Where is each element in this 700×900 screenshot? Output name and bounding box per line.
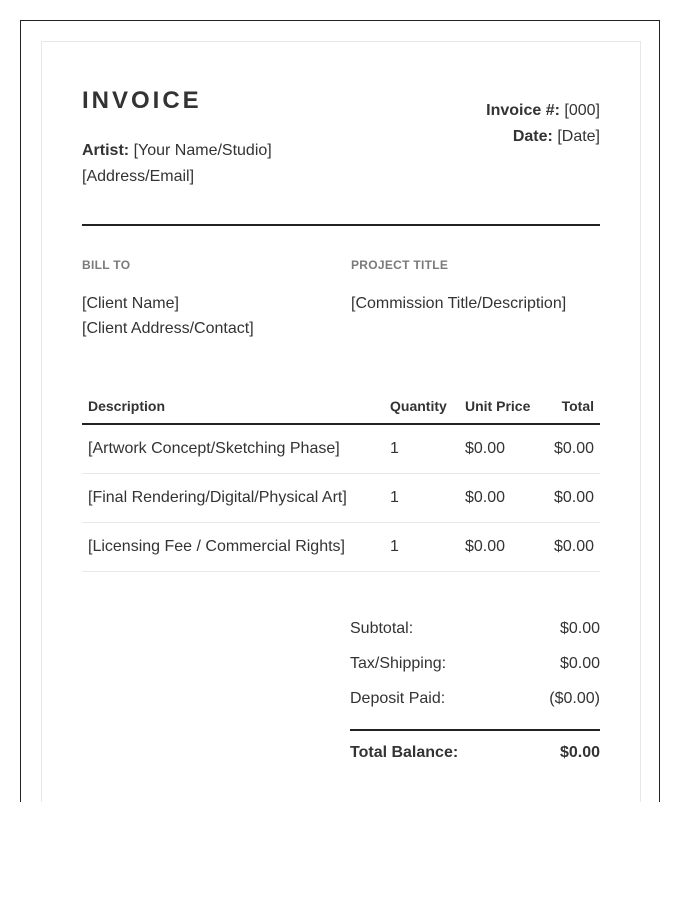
row-unit-price: $0.00 [459,523,539,572]
row-description: [Licensing Fee / Commercial Rights] [82,523,384,572]
header-divider [82,224,600,226]
row-total: $0.00 [539,424,600,474]
artist-block [82,138,272,190]
totals-divider [350,729,600,731]
row-quantity: 1 [384,523,459,572]
artist-address: [Address/Email] [82,168,195,185]
row-quantity: 1 [384,474,459,523]
header-quantity: Quantity [384,388,459,424]
total-balance-row [350,735,600,771]
bill-to-block [82,291,254,341]
header-total: Total [539,388,600,424]
row-description: [Artwork Concept/Sketching Phase] [82,424,384,474]
invoice-meta [486,98,600,150]
invoice-date-value: [Date] [557,128,600,145]
row-unit-price: $0.00 [459,424,539,474]
totals-block [350,614,600,771]
total-balance-label: Total Balance: [350,744,459,761]
total-balance-value: $0.00 [559,744,600,761]
row-quantity: 1 [384,424,459,474]
tax-row [350,649,600,684]
table-row [82,474,600,523]
invoice-date-label: Date: [512,128,553,145]
invoice-number-line [486,98,600,124]
artist-line [82,138,272,164]
deposit-label: Deposit Paid: [350,690,446,707]
invoice-number-label: Invoice #: [486,102,560,119]
row-description: [Final Rendering/Digital/Physical Art] [82,474,384,523]
row-total: $0.00 [539,474,600,523]
table-header-row [82,388,600,424]
header-description: Description [82,388,384,424]
client-address: [Client Address/Contact] [82,320,254,337]
project-title-label: PROJECT TITLE [351,258,449,272]
header-unit-price: Unit Price [459,388,539,424]
invoice-title: INVOICE [82,87,202,114]
bill-to-label: BILL TO [82,258,131,272]
deposit-row [350,684,600,719]
tax-value: $0.00 [559,655,600,672]
table-row [82,424,600,474]
invoice-date-line [486,124,600,150]
artist-value: [Your Name/Studio] [133,142,272,159]
project-block [351,291,566,316]
tax-label: Tax/Shipping: [350,655,447,672]
subtotal-row [350,614,600,649]
line-items-table [82,388,600,572]
table-row [82,523,600,572]
invoice-number-value: [000] [564,102,600,119]
row-unit-price: $0.00 [459,474,539,523]
deposit-value: ($0.00) [549,690,600,707]
row-total: $0.00 [539,523,600,572]
subtotal-label: Subtotal: [350,620,414,637]
artist-label: Artist: [82,142,130,159]
project-description: [Commission Title/Description] [351,295,567,312]
client-name: [Client Name] [82,295,179,312]
subtotal-value: $0.00 [559,620,600,637]
